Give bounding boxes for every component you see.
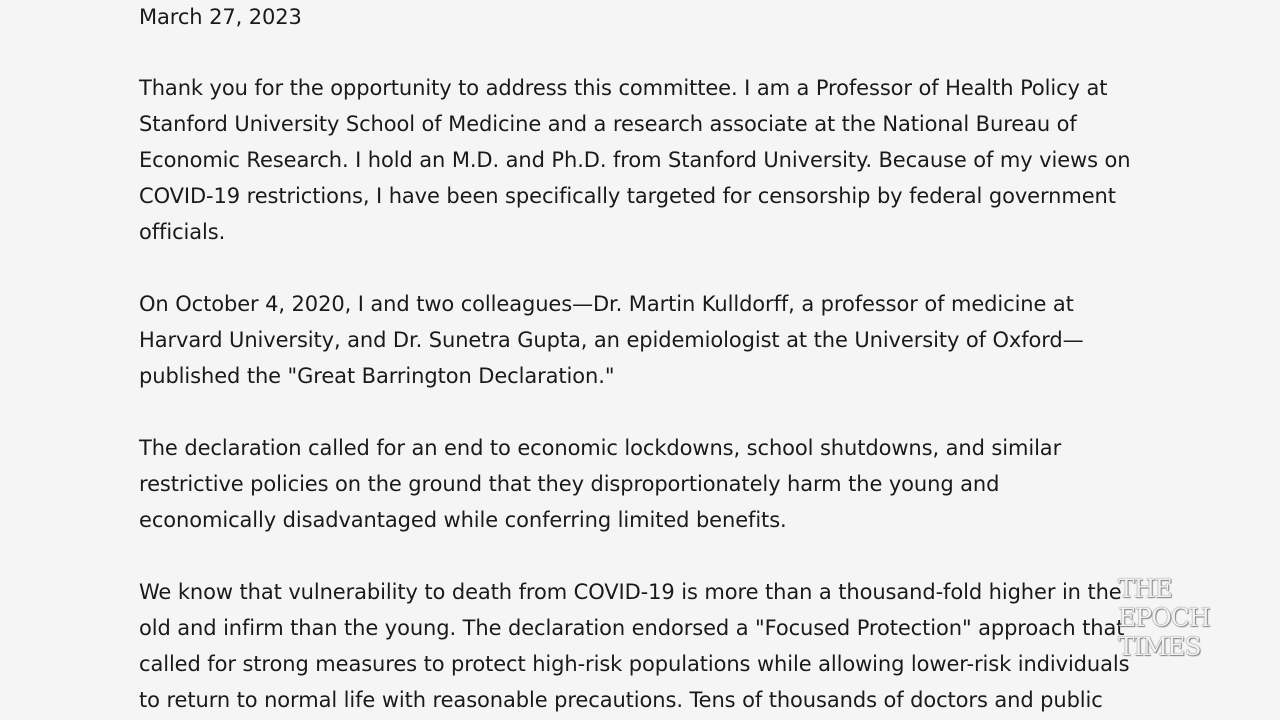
paragraph-line: The declaration called for an end to economic lockdowns, school shutdowns, and similar [139, 436, 1062, 460]
paragraph-line: Thank you for the opportunity to address this committee. I am a Professor of Health Policy at [139, 76, 1108, 100]
paragraph-line: Economic Research. I hold an M.D. and Ph.D. from Stanford University. Because of my views on [139, 148, 1131, 172]
paragraph-line: economically disadvantaged while conferring limited benefits. [139, 508, 787, 532]
paragraph-line: Stanford University School of Medicine and a research associate at the National Bureau of [139, 112, 1077, 136]
watermark-line: EPOCH [1118, 603, 1210, 632]
paragraph-line: restrictive policies on the ground that they disproportionately harm the young and [139, 472, 1000, 496]
document-date: March 27, 2023 [139, 5, 302, 29]
paragraph-line: Harvard University, and Dr. Sunetra Gupta, an epidemiologist at the University of Oxford— [139, 328, 1084, 352]
paragraph-line: called for strong measures to protect high-risk populations while allowing lower-risk individuals [139, 652, 1130, 676]
watermark-line: TIMES [1118, 632, 1201, 661]
paragraph-line: We know that vulnerability to death from COVID-19 is more than a thousand-fold higher in the [139, 580, 1122, 604]
paragraph-line: published the "Great Barrington Declaration." [139, 364, 615, 388]
paragraph-line: old and infirm than the young. The declaration endorsed a "Focused Protection" approach that [139, 616, 1125, 640]
watermark-line: THE [1118, 574, 1172, 603]
paragraph-line: On October 4, 2020, I and two colleagues—Dr. Martin Kulldorff, a professor of medicine at [139, 292, 1074, 316]
epoch-times-watermark [1118, 574, 1228, 661]
paragraph-line: to return to normal life with reasonable precautions. Tens of thousands of doctors and public [139, 688, 1103, 712]
paragraph-line: officials. [139, 220, 226, 244]
paragraph-line: COVID-19 restrictions, I have been specifically targeted for censorship by federal government [139, 184, 1116, 208]
